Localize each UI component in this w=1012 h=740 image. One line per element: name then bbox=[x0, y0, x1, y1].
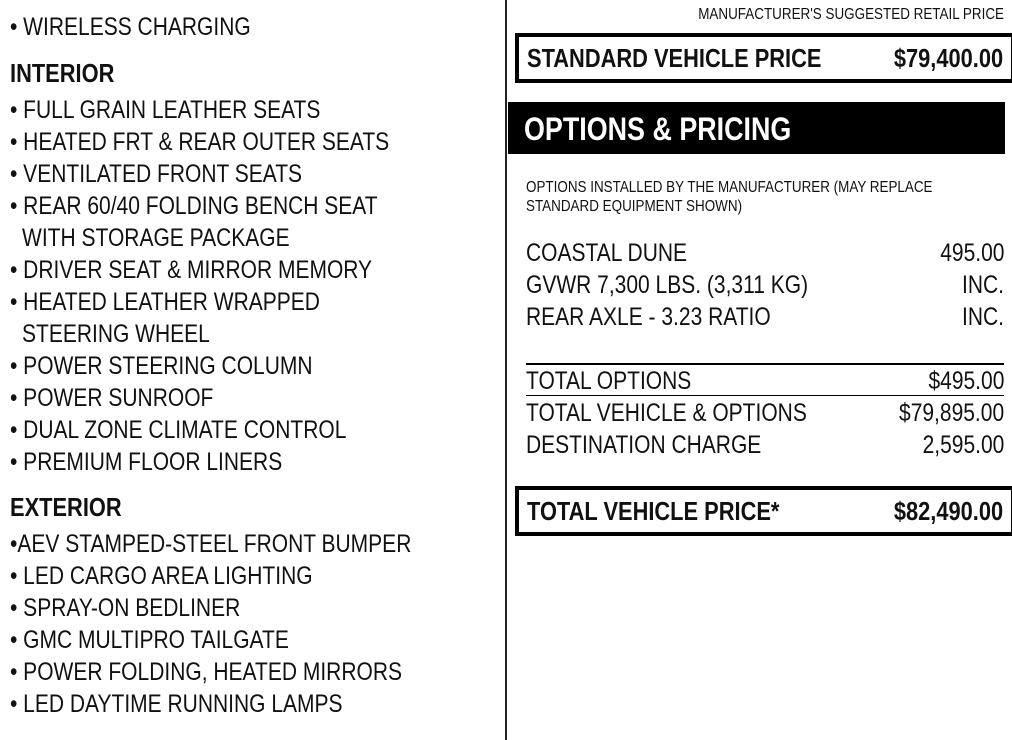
list-item: • VENTILATED FRONT SEATS bbox=[10, 160, 303, 188]
list-item: • DUAL ZONE CLIMATE CONTROL bbox=[10, 416, 347, 444]
list-item: • WIRELESS CHARGING bbox=[10, 13, 251, 41]
list-item: • HEATED FRT & REAR OUTER SEATS bbox=[10, 128, 390, 156]
total-price-value: $82,490.00 bbox=[893, 496, 1003, 526]
list-item: • LED CARGO AREA LIGHTING bbox=[10, 562, 313, 590]
option-price: INC. bbox=[962, 303, 1004, 331]
option-label: REAR AXLE - 3.23 RATIO bbox=[526, 303, 771, 331]
option-row bbox=[526, 301, 1004, 333]
total-price-box bbox=[515, 486, 1012, 536]
total-price-label: TOTAL VEHICLE PRICE* bbox=[527, 496, 780, 526]
msrp-label: MANUFACTURER'S SUGGESTED RETAIL PRICE bbox=[698, 6, 1004, 23]
total-price: $495.00 bbox=[928, 367, 1004, 395]
total-label: TOTAL VEHICLE & OPTIONS bbox=[526, 399, 807, 427]
total-price: 2,595.00 bbox=[922, 431, 1004, 459]
total-row bbox=[526, 429, 1004, 461]
list-item: •AEV STAMPED-STEEL FRONT BUMPER bbox=[10, 530, 412, 558]
total-price: $79,895.00 bbox=[898, 399, 1004, 427]
list-item: • POWER STEERING COLUMN bbox=[10, 352, 313, 380]
list-item: STEERING WHEEL bbox=[22, 320, 210, 348]
list-item: • PREMIUM FLOOR LINERS bbox=[10, 448, 283, 476]
column-divider bbox=[505, 0, 507, 740]
option-row bbox=[526, 237, 1004, 269]
list-item: • GMC MULTIPRO TAILGATE bbox=[10, 626, 289, 654]
list-item: • DRIVER SEAT & MIRROR MEMORY bbox=[10, 256, 373, 284]
list-item: WITH STORAGE PACKAGE bbox=[22, 224, 290, 252]
row-underline bbox=[526, 395, 1004, 396]
list-item: • REAR 60/40 FOLDING BENCH SEAT bbox=[10, 192, 378, 220]
list-item: • FULL GRAIN LEATHER SEATS bbox=[10, 96, 321, 124]
option-price: INC. bbox=[962, 271, 1004, 299]
interior-heading: INTERIOR bbox=[10, 58, 115, 88]
option-label: GVWR 7,300 LBS. (3,311 KG) bbox=[526, 271, 809, 299]
list-item: • POWER SUNROOF bbox=[10, 384, 214, 412]
option-row bbox=[526, 269, 1004, 301]
list-item: • HEATED LEATHER WRAPPED bbox=[10, 288, 320, 316]
options-pricing-banner bbox=[508, 102, 1005, 154]
options-pricing-title: OPTIONS & PRICING bbox=[524, 111, 792, 147]
total-row bbox=[526, 365, 1004, 397]
standard-price-label: STANDARD VEHICLE PRICE bbox=[527, 43, 822, 73]
option-price: 495.00 bbox=[939, 239, 1004, 267]
list-item: • LED DAYTIME RUNNING LAMPS bbox=[10, 690, 343, 718]
standard-price-value: $79,400.00 bbox=[893, 43, 1003, 73]
list-item: • SPRAY-ON BEDLINER bbox=[10, 594, 241, 622]
total-label: TOTAL OPTIONS bbox=[526, 367, 692, 395]
exterior-heading: EXTERIOR bbox=[10, 492, 122, 522]
list-item: • POWER FOLDING, HEATED MIRRORS bbox=[10, 658, 402, 686]
equipment-list bbox=[0, 0, 505, 740]
total-label: DESTINATION CHARGE bbox=[526, 431, 762, 459]
total-row bbox=[526, 397, 1004, 429]
install-note: OPTIONS INSTALLED BY THE MANUFACTURER (MAY REPLACE STANDARD EQUIPMENT SHOWN) bbox=[526, 179, 933, 215]
standard-price-box bbox=[515, 33, 1012, 83]
option-label: COASTAL DUNE bbox=[526, 239, 688, 267]
